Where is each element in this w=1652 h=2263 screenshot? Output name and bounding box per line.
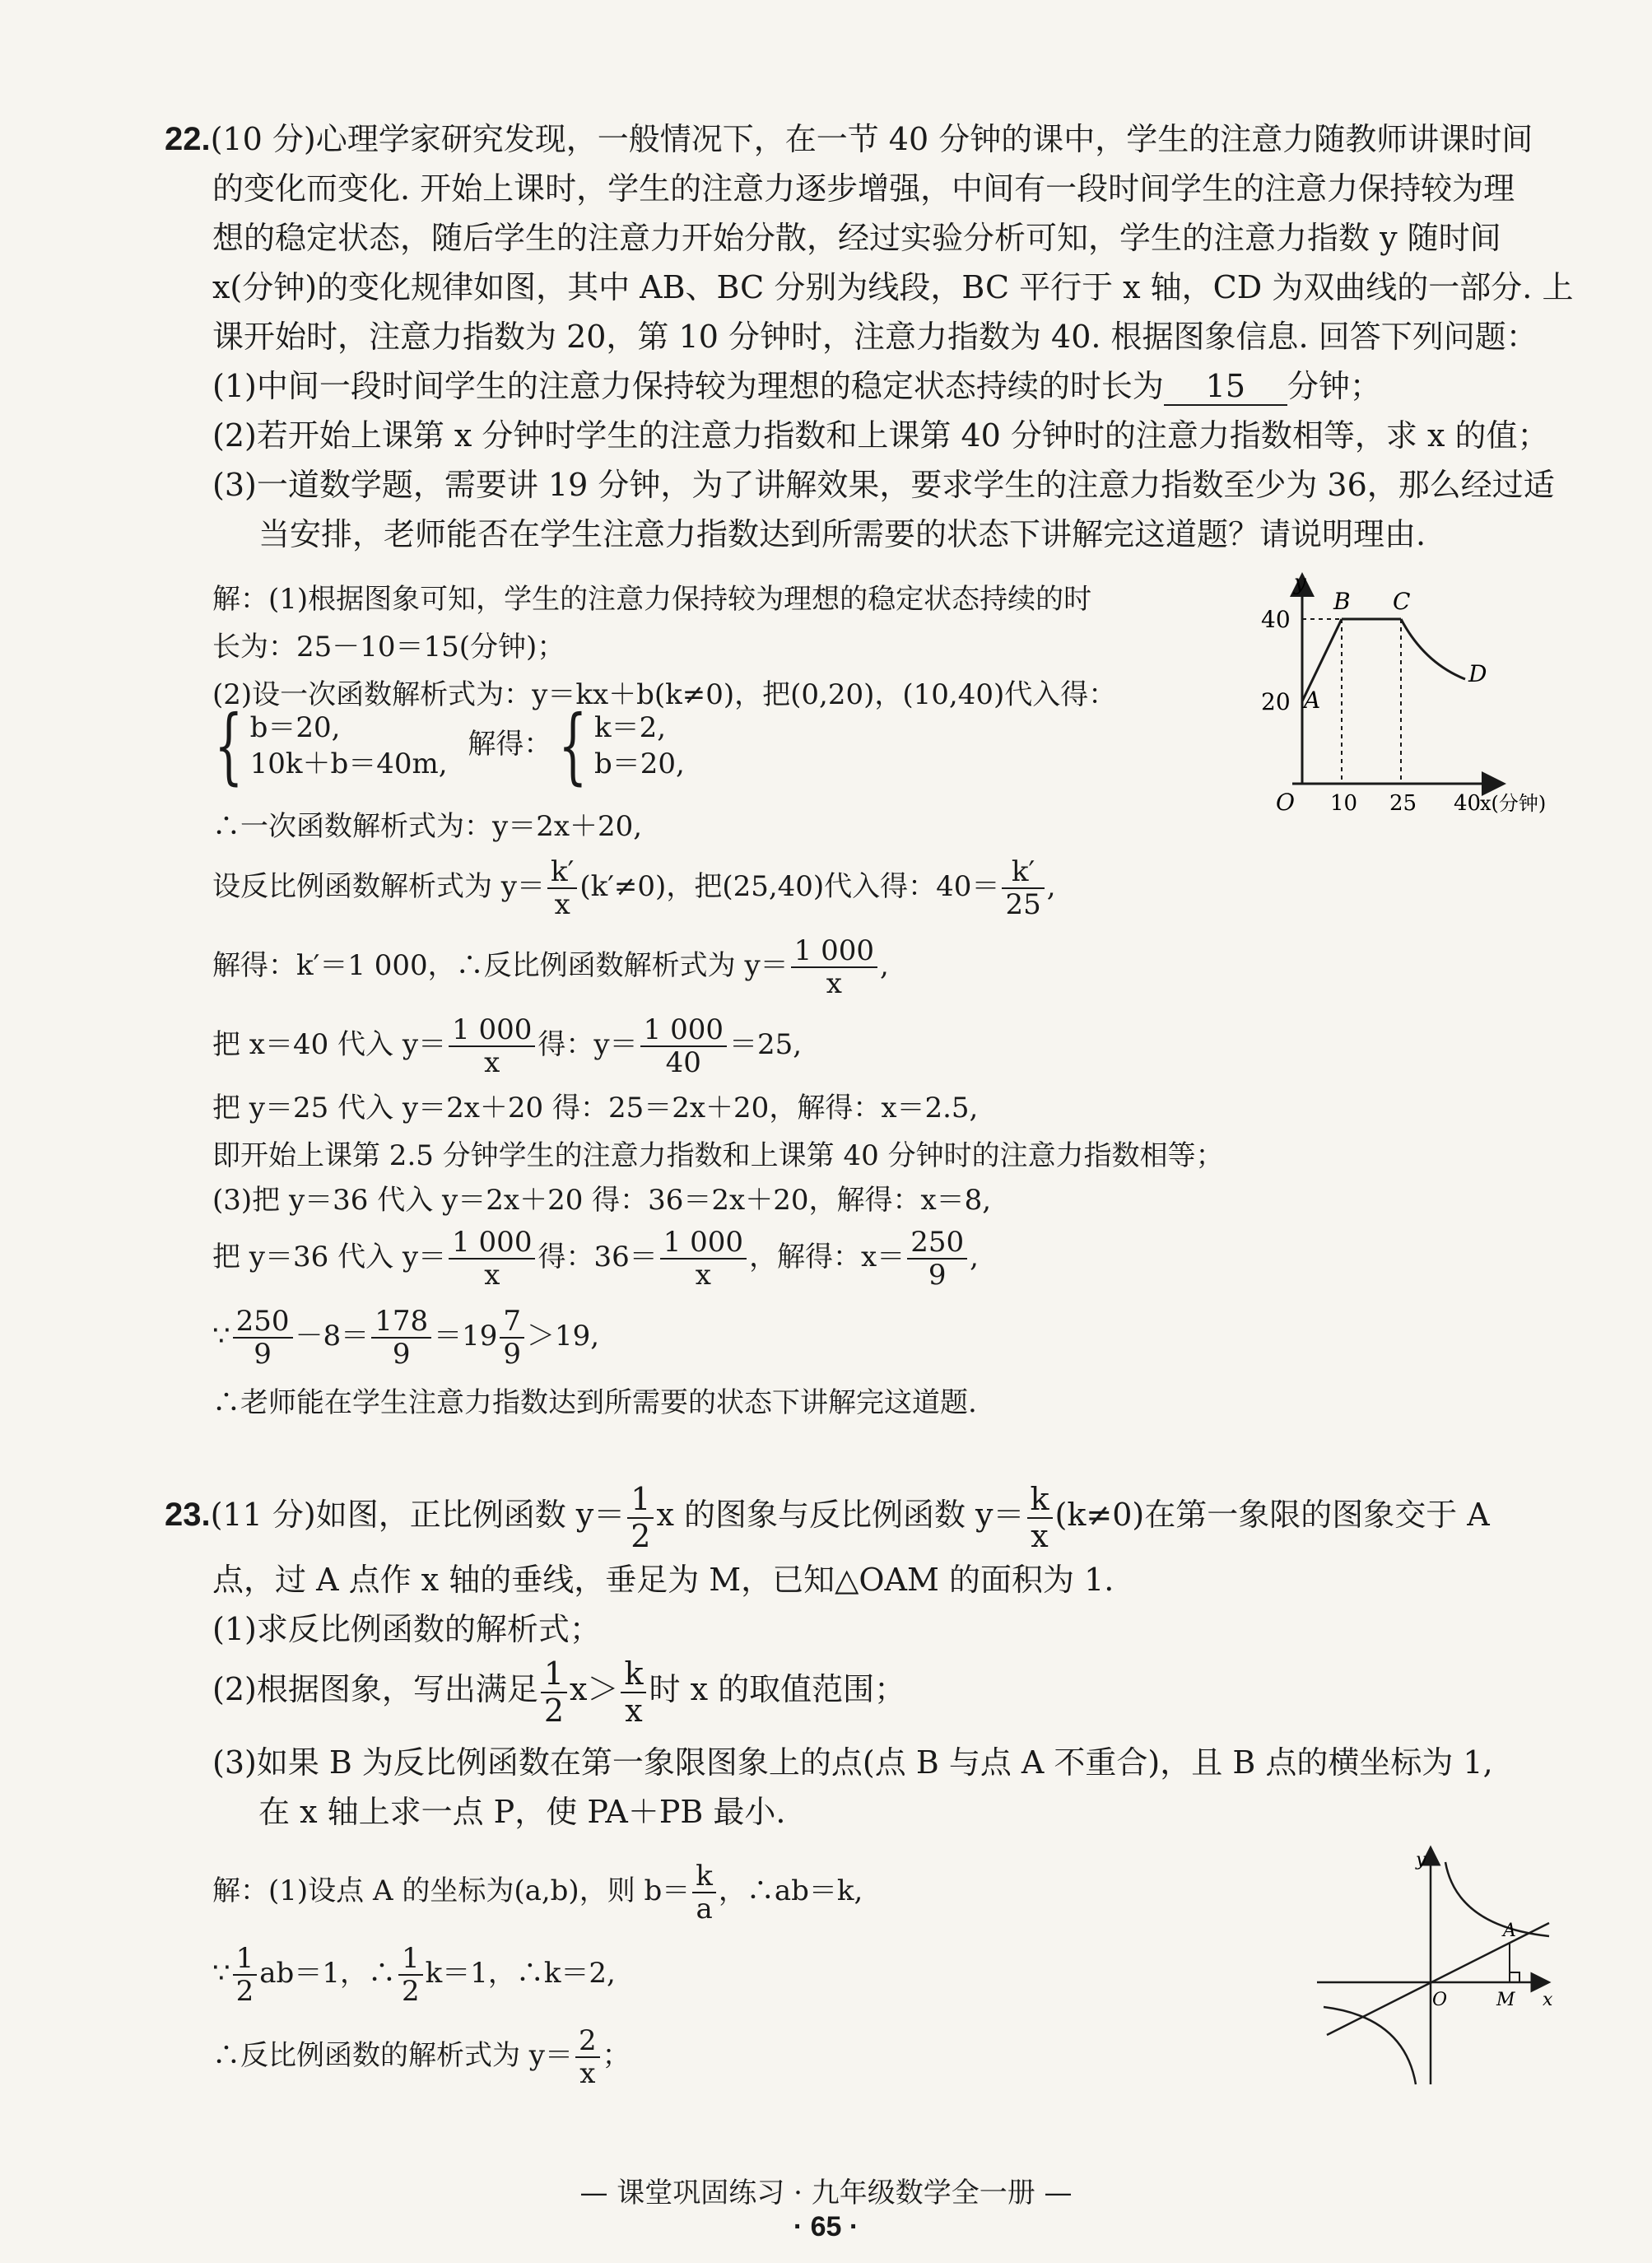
fraction: $\frac{1 000}{x}$ xyxy=(791,935,877,999)
tick-y-40: 40 xyxy=(1261,606,1291,633)
q23-number: 23. xyxy=(165,1497,211,1534)
q22-line-5: 课开始时，注意力指数为 20，第 10 分钟时，注意力指数为 40. 根据图象信息. 回答下列问题： xyxy=(212,319,1538,355)
hyperbola-branch-2 xyxy=(1324,2007,1416,2084)
fraction: $\frac{2}{x}$ xyxy=(575,2025,600,2089)
left-brace: { xyxy=(214,697,244,794)
q22-line-2: 的变化而变化. 开始上课时，学生的注意力逐步增强，中间有一段时间学生的注意力保持较为理 xyxy=(212,170,1515,207)
graph-y-label: y xyxy=(1416,1850,1426,1870)
fraction: $\frac{k}{x}$ xyxy=(1027,1482,1053,1553)
origin-label: O xyxy=(1432,1990,1448,2010)
tick-x-40: 40 xyxy=(1454,791,1482,815)
q22-attention-graph xyxy=(1259,568,1572,815)
fraction: $\frac{k}{a}$ xyxy=(692,1860,716,1925)
q23-solution-3: ∴反比例函数的解析式为 y＝ $\frac{2}{x}$ ； xyxy=(212,2024,631,2091)
tick-y-20: 20 xyxy=(1261,688,1291,715)
footer-title: — 课堂巩固练习 · 九年级数学全一册 — xyxy=(579,2177,1073,2209)
q23-part-3-line-2: 在 x 轴上求一点 P，使 PA＋PB 最小. xyxy=(258,1794,786,1830)
fraction: $\frac{1}{2}$ xyxy=(541,1656,567,1728)
q22-solution-9: 把 y＝25 代入 y＝2x＋20 得：25＝2x＋20，解得：x＝2.5, xyxy=(212,1092,979,1125)
tick-x-10: 10 xyxy=(1330,791,1358,815)
fraction: $\frac{250}{9}$ xyxy=(233,1306,293,1370)
point-c-label: C xyxy=(1393,588,1411,615)
fraction: $\frac{k'}{25}$ xyxy=(1002,856,1044,920)
fraction: $\frac{1}{2}$ xyxy=(627,1482,654,1553)
point-b-label: B xyxy=(1333,588,1351,615)
fraction: $\frac{k}{x}$ xyxy=(621,1656,646,1728)
q23-part-2: (2)根据图象，写出满足 $\frac{1}{2}$ x＞ $\frac{k}{x}$ 时 x 的取值范围； xyxy=(212,1655,906,1729)
point-a-label: A xyxy=(1503,1921,1516,1941)
q23-line-2: 点，过 A 点作 x 轴的垂线，垂足为 M，已知△OAM 的面积为 1. xyxy=(212,1562,1115,1598)
q22-solution-7: 解得：k′＝1 000，∴反比例函数解析式为 y＝ $\frac{1 000}{x}$ , xyxy=(212,934,889,1001)
tick-x-25: 25 xyxy=(1389,791,1417,815)
q22-solution-5: ∴一次函数解析式为：y＝2x＋20, xyxy=(212,810,643,843)
q22-answer-blank: 15 xyxy=(1164,368,1287,406)
q22-line-3: 想的稳定状态，随后学生的注意力开始分散，经过实验分析可知，学生的注意力指数 y 随时间 xyxy=(212,220,1501,256)
q22-number: 22. xyxy=(165,121,211,157)
fraction: $\frac{1 000}{x}$ xyxy=(449,1014,535,1078)
curve-cd xyxy=(1401,619,1465,679)
point-a-label: A xyxy=(1304,687,1321,714)
right-angle-mark xyxy=(1510,1972,1519,1982)
point-d-label: D xyxy=(1468,660,1487,687)
origin-label: O xyxy=(1276,789,1295,815)
fraction: $\frac{1}{2}$ xyxy=(398,1943,423,2007)
q23-line-1: 23.(11 分)如图，正比例函数 y＝ $\frac{1}{2}$ x 的图象与反比例函数 y＝ $\frac{k}{x}$ (k≠0)在第一象限的图象交于 A xyxy=(165,1481,1490,1554)
page-number: · 65 · xyxy=(793,2211,859,2242)
q22-solution-2: 长为：25－10＝15(分钟)； xyxy=(212,631,565,664)
q22-solution-1: 解：(1)根据图象可知，学生的注意力保持较为理想的稳定状态持续的时 xyxy=(212,583,1092,616)
q22-line-4: x(分钟)的变化规律如图，其中 AB、BC 分别为线段，BC 平行于 x 轴，CD 为双曲线的一部分. 上 xyxy=(212,269,1574,305)
q22-solution-11: (3)把 y＝36 代入 y＝2x＋20 得：36＝2x＋20，解得：x＝8, xyxy=(212,1184,992,1217)
q22-line-1: 22.(10 分)心理学家研究发现，一般情况下，在一节 40 分钟的课中，学生的注意力随教师讲课时间 xyxy=(165,121,1533,157)
point-m-label: M xyxy=(1496,1990,1515,2010)
q22-solution-10: 即开始上课第 2.5 分钟学生的注意力指数和上课第 40 分钟时的注意力指数相等； xyxy=(212,1139,1224,1172)
q22-solution-3: (2)设一次函数解析式为：y＝kx＋b(k≠0)，把(0,20)，(10,40)代入得： xyxy=(212,678,1117,711)
left-brace: { xyxy=(558,697,588,794)
q23-part-3-line-1: (3)如果 B 为反比例函数在第一象限图象上的点(点 B 与点 A 不重合)，且 B 点的横坐标为 1, xyxy=(212,1744,1493,1781)
hyperbola-branch-1 xyxy=(1445,1862,1549,1936)
q23-solution-1: 解：(1)设点 A 的坐标为(a,b)，则 b＝ $\frac{k}{a}$ ，∴ab＝k, xyxy=(212,1860,863,1926)
q23-solution-2: ∵ $\frac{1}{2}$ ab＝1，∴ $\frac{1}{2}$ k＝1，∴k＝2, xyxy=(212,1942,616,2009)
q22-part-2: (2)若开始上课第 x 分钟时学生的注意力指数和上课第 40 分钟时的注意力指数相等，求 x 的值； xyxy=(212,417,1549,454)
fraction: $\frac{1 000}{x}$ xyxy=(449,1227,535,1291)
fraction: $\frac{k'}{x}$ xyxy=(547,856,577,920)
fraction: $\frac{1 000}{40}$ xyxy=(640,1014,727,1078)
q22-solution-system: { b＝20, 10k＋b＝40m, 解得：{ k＝2, b＝20, xyxy=(214,697,685,794)
q23-part-1: (1)求反比例函数的解析式； xyxy=(212,1611,601,1647)
fraction: $\frac{1}{2}$ xyxy=(233,1943,258,2007)
graph-y-label: y xyxy=(1294,570,1306,595)
q22-solution-14: ∴老师能在学生注意力指数达到所需要的状态下讲解完这道题. xyxy=(212,1386,977,1419)
fraction: $\frac{250}{9}$ xyxy=(907,1227,967,1291)
fraction: $\frac{7}{9}$ xyxy=(500,1306,524,1370)
graph-x-label: x xyxy=(1543,1990,1553,2010)
q22-part-1: (1)中间一段时间学生的注意力保持较为理想的稳定状态持续的时长为 15 分钟； xyxy=(212,368,1381,404)
q22-solution-8: 把 x＝40 代入 y＝ $\frac{1 000}{x}$ 得：y＝ $\frac{1 000}{40}$ ＝25, xyxy=(212,1013,803,1080)
q22-solution-13: ∵ $\frac{250}{9}$ －8＝ $\frac{178}{9}$ ＝19 $\frac{7}{9}$ ＞19, xyxy=(212,1305,600,1371)
q22-solution-12: 把 y＝36 代入 y＝ $\frac{1 000}{x}$ 得：36＝ $\frac{1 000}{x}$ ，解得：x＝ $\frac{250}{9}$ , xyxy=(212,1226,979,1292)
q22-part-3-line-1: (3)一道数学题，需要讲 19 分钟，为了讲解效果，要求学生的注意力指数至少为 36，那么经过适 xyxy=(212,467,1555,503)
q22-part-3-line-2: 当安排，老师能否在学生注意力指数达到所需要的状态下讲解完这道题？请说明理由. xyxy=(258,516,1426,552)
fraction: $\frac{1 000}{x}$ xyxy=(660,1227,747,1291)
q23-function-graph xyxy=(1309,1844,1564,2091)
graph-x-label: x(分钟) xyxy=(1480,792,1547,815)
q22-solution-6: 设反比例函数解析式为 y＝ $\frac{k'}{x}$ (k′≠0)，把(25,40)代入得：40＝ $\frac{k'}{25}$ , xyxy=(212,855,1056,922)
fraction: $\frac{178}{9}$ xyxy=(371,1306,431,1370)
